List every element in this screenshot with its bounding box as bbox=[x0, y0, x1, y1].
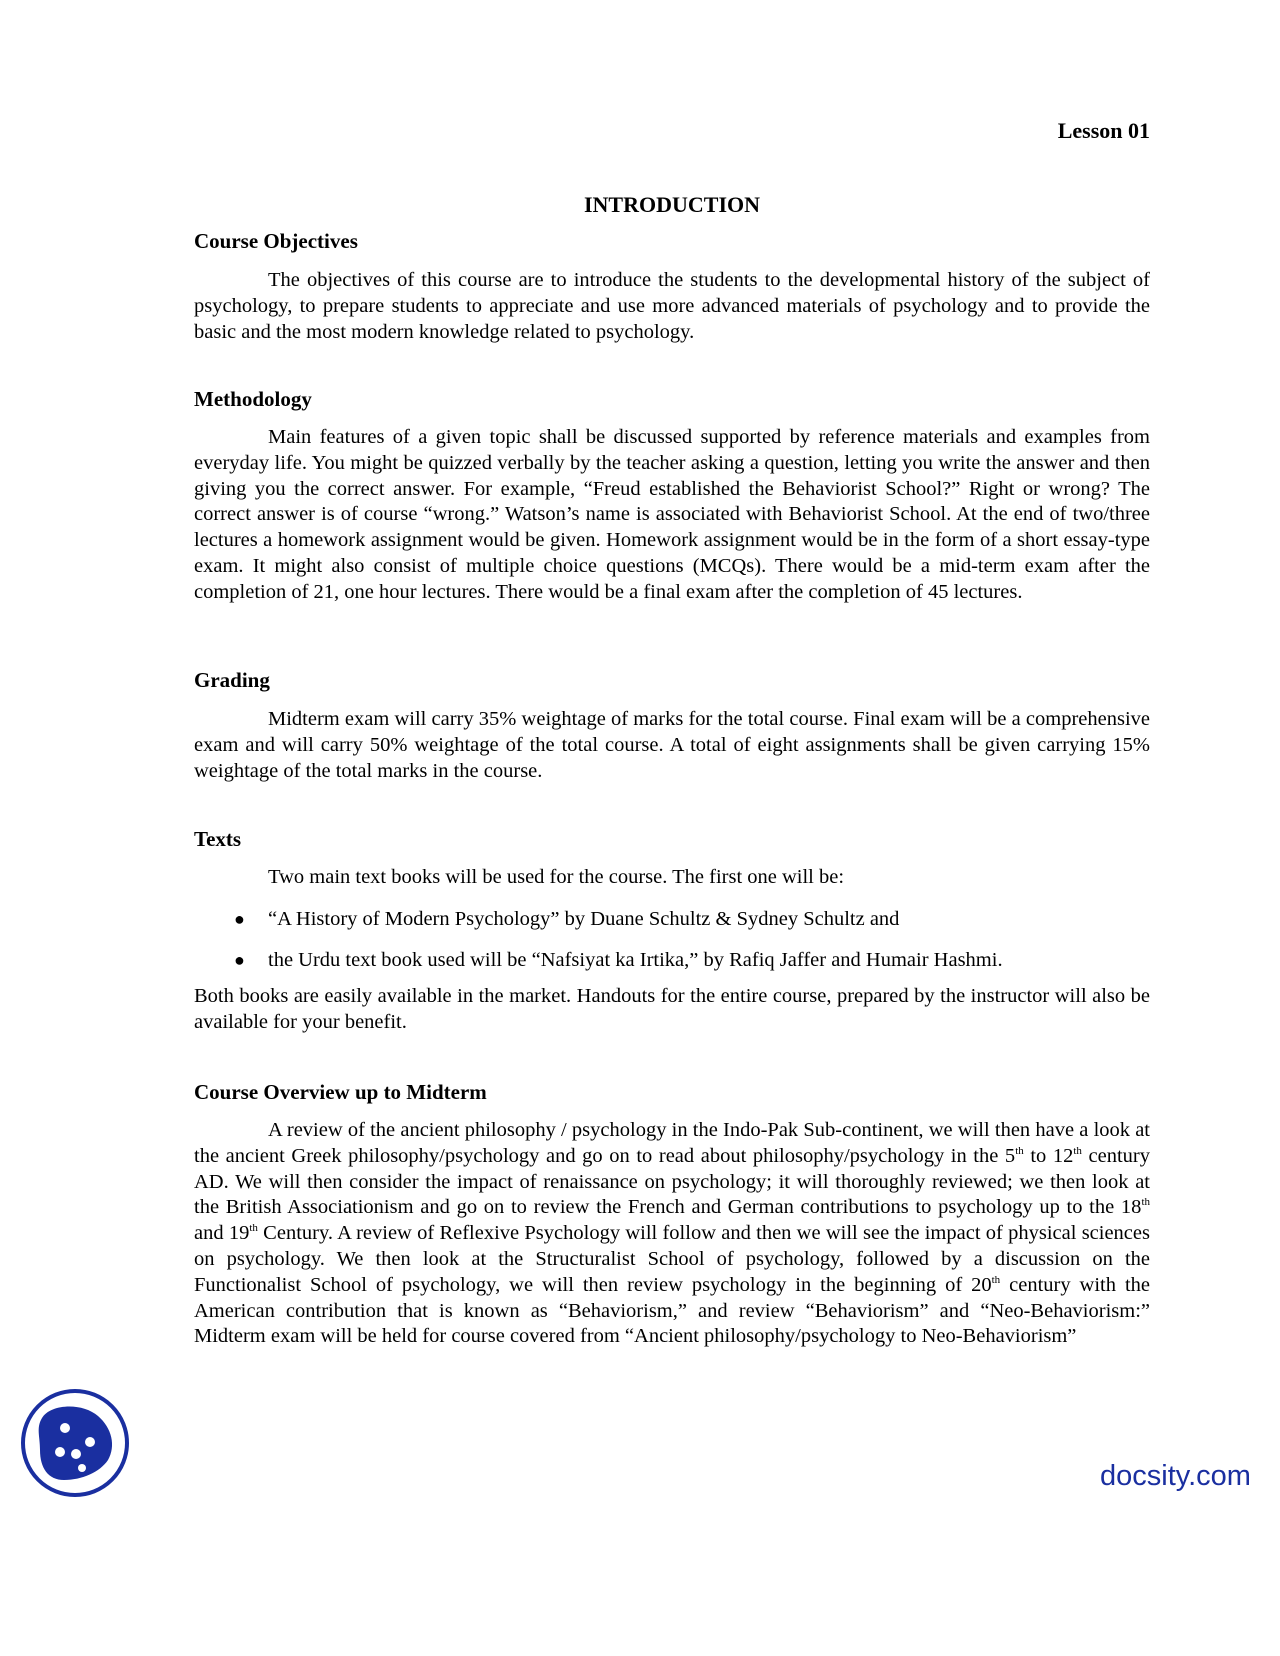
lesson-number: Lesson 01 bbox=[1057, 118, 1150, 143]
overview-text: century AD. We will then consider the impact of renaissance on psychology; it will thoroughly reviewed; we then look at the British Associationism and go on to review the French and German contributions to psychology up to the 18 bbox=[194, 1144, 1150, 1219]
objectives-paragraph: The objectives of this course are to introduce the students to the developmental history of the subject of psychology, to prepare students to appreciate and use more advanced materials of psychology and to provide the basic and the most modern knowledge related to psychology. bbox=[194, 269, 1150, 343]
superscript: th bbox=[249, 1222, 258, 1235]
bullet-icon: ● bbox=[234, 909, 245, 929]
overview-text: century with the American contribution that is known as “Behaviorism,” and review “Behaviorism” and “Neo-Behaviorism:” Midterm exam will be held for course covered from “Ancient philosophy/psychology to Neo-Behaviorism” bbox=[194, 1273, 1150, 1348]
overview-text: to 12 bbox=[1023, 1144, 1074, 1167]
objectives-heading: Course Objectives bbox=[194, 229, 358, 253]
superscript: th bbox=[991, 1273, 1001, 1286]
overview-text: and 19 bbox=[194, 1222, 250, 1245]
methodology-paragraph: Main features of a given topic shall be discussed supported by reference materials and examples from everyday life. You might be quizzed verbally by the teacher asking a question, letting you write the answer and then giving you the correct answer. For example, “Freud established the Behaviorist School?” Right or wrong? The correct answer is of course “wrong.” Watson’s name is associated with Behaviorist School. At the end of two/three lectures a homework assignment would be given. Homework assignment would be in the form of a short essay-type exam. It might also consist of multiple choice questions (MCQs). There would be a mid-term exam after the completion of 21, one hour lectures. There would be a final exam after the completion of 45 lectures. bbox=[194, 426, 1150, 603]
texts-intro: Two main text books will be used for the course. The first one will be: bbox=[268, 866, 845, 888]
superscript: th bbox=[1141, 1196, 1150, 1209]
overview-text: Century. A review of Reflexive Psychology will follow and then we will see the impact of physical sciences on psychology. We then look at the Structuralist School of psychology, followed by a discussion on the Functionalist School of psychology, we will then review psychology in the beginning of 20 bbox=[194, 1222, 1150, 1296]
superscript: th bbox=[1073, 1144, 1082, 1157]
page-title: INTRODUCTION bbox=[583, 192, 761, 217]
grading-paragraph: Midterm exam will carry 35% weightage of marks for the total course. Final exam will be a comprehensive exam and will carry 50% weightage of the total course. A total of eight assignments shall be given carrying 15% weightage of the total marks in the course. bbox=[194, 708, 1150, 782]
list-item-text: the Urdu text book used will be “Nafsiyat ka Irtika,” by Rafiq Jaffer and Humair Hashmi. bbox=[268, 949, 1003, 971]
docsity-logo-icon bbox=[20, 1388, 130, 1498]
texts-heading: Texts bbox=[194, 827, 242, 851]
overview-text: A review of the ancient philosophy / psychology in the Indo-Pak Sub-continent, we will then have a look at the ancient Greek philosophy/psychology and go on to read about philosophy/psychology in the 5 bbox=[194, 1119, 1150, 1167]
overview-heading: Course Overview up to Midterm bbox=[194, 1080, 487, 1104]
list-item-text: “A History of Modern Psychology” by Duane Schultz & Sydney Schultz and bbox=[268, 908, 900, 930]
texts-outro: Both books are easily available in the market. Handouts for the entire course, prepared by the instructor will also be available for your benefit. bbox=[194, 985, 1150, 1033]
superscript: th bbox=[1015, 1144, 1024, 1157]
docsity-brand-text: docsity.com bbox=[1100, 1460, 1251, 1492]
methodology-heading: Methodology bbox=[194, 387, 312, 411]
bullet-icon: ● bbox=[234, 950, 245, 970]
overview-paragraph bbox=[194, 1118, 1150, 1350]
grading-heading: Grading bbox=[194, 668, 270, 692]
